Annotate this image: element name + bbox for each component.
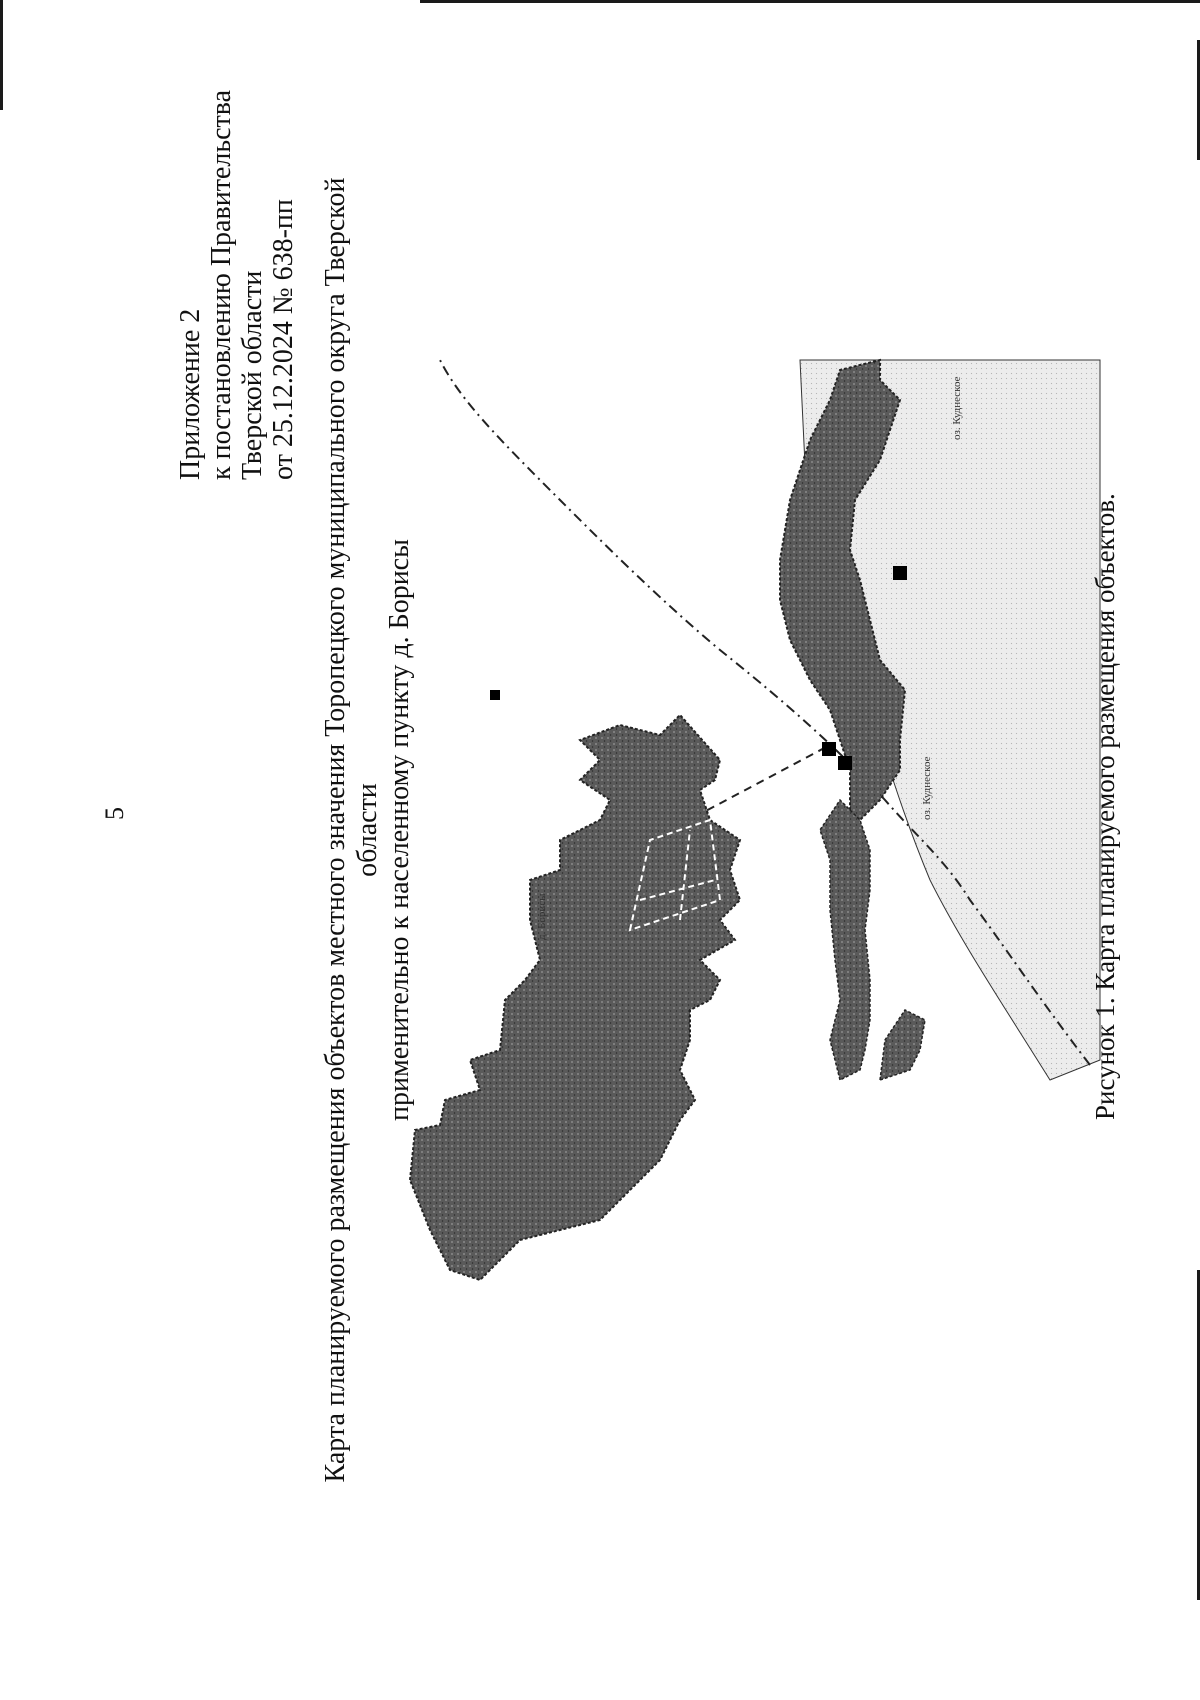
map-title-line-1: Карта планируемого размещения объектов местного значения Торопецкого муниципального округа Тверской области (320, 177, 383, 1483)
object-marker-1 (822, 742, 836, 756)
appendix-line-2: к постановлению Правительства (206, 89, 237, 480)
village-label: д. Борисы (536, 893, 548, 940)
appendix-line-1: Приложение 2 (175, 308, 206, 480)
village-borisy-area (410, 715, 740, 1280)
small-islet-2-area (880, 1010, 925, 1080)
object-marker-4 (490, 690, 500, 700)
lake-label-side: оз. Куднеское (951, 376, 963, 440)
appendix-line-4: от 25.12.2024 № 638-пп (268, 199, 299, 480)
appendix-line-3: Тверской области (237, 270, 268, 480)
object-marker-3 (893, 566, 907, 580)
figure-caption: Рисунок 1. Карта планируемого размещения объектов. (1090, 493, 1120, 1120)
small-islet-area (820, 800, 870, 1080)
map-title-line-2: применительно к населенному пункту д. Борисы (384, 539, 415, 1121)
object-marker-2 (838, 756, 852, 770)
lake-label-main: оз. Куднеское (921, 756, 933, 820)
page-number: 5 (100, 807, 129, 820)
